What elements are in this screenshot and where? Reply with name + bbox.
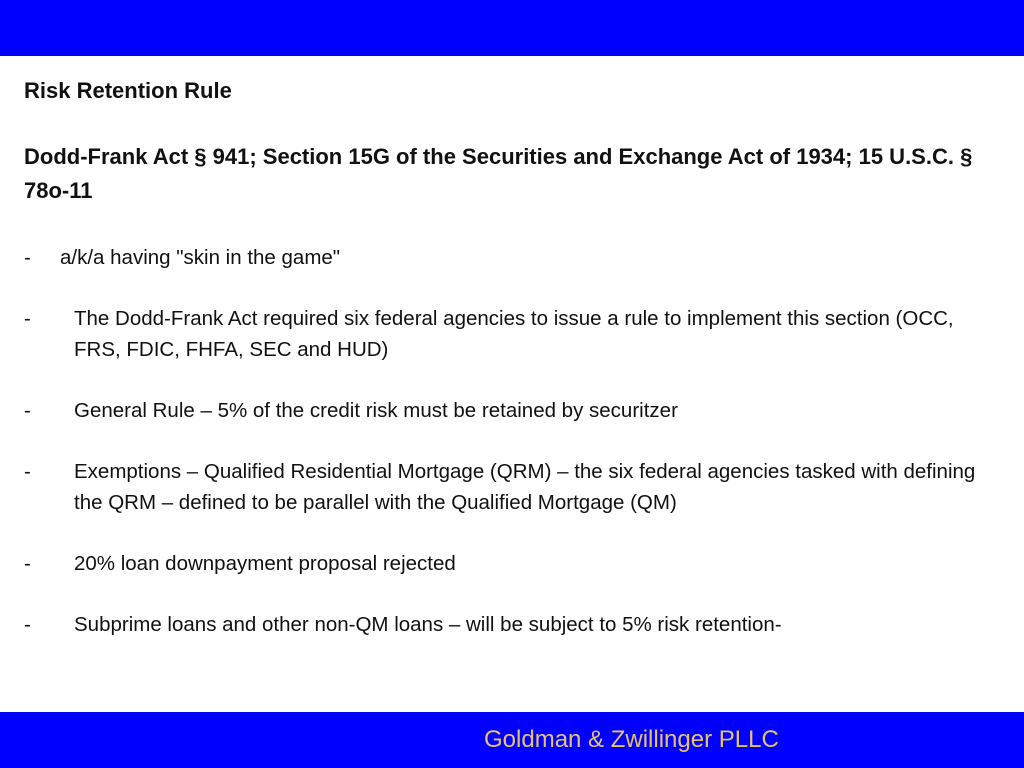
bullet-item — [24, 548, 1000, 579]
bullet-item — [24, 395, 1000, 426]
bullet-dash: - — [24, 246, 31, 269]
slide-content — [24, 74, 1000, 640]
statute-citation: Dodd-Frank Act § 941; Section 15G of the Securities and Exchange Act of 1934; 15 U.S.C. § 78o-11 — [24, 144, 973, 203]
bullet-item — [24, 456, 1000, 518]
bullet-text: 20% loan downpayment proposal rejected — [74, 552, 456, 575]
bullet-dash: - — [24, 552, 31, 575]
bullet-text: Subprime loans and other non-QM loans – will be subject to 5% risk retention- — [74, 613, 782, 636]
bullet-text: Exemptions – Qualified Residential Mortgage (QRM) – the six federal agencies tasked with defining the QRM – defined to be parallel with the Qualified Mortgage (QM) — [74, 460, 976, 514]
bullet-item — [24, 609, 1000, 640]
firm-name: Goldman & Zwillinger PLLC — [484, 726, 779, 753]
bullet-dash: - — [24, 460, 31, 483]
top-banner — [0, 0, 1024, 56]
footer-banner — [0, 712, 1024, 768]
bullet-text: a/k/a having "skin in the game" — [60, 246, 341, 269]
bullet-item — [24, 303, 1000, 365]
bullet-text: General Rule – 5% of the credit risk must be retained by securitzer — [74, 399, 678, 422]
bullet-text: The Dodd-Frank Act required six federal agencies to issue a rule to implement this section (OCC, FRS, FDIC, FHFA, SEC and HUD) — [74, 307, 954, 361]
bullet-dash: - — [24, 613, 31, 636]
slide-title: Risk Retention Rule — [24, 78, 232, 103]
bullet-dash: - — [24, 307, 31, 330]
bullet-item — [24, 242, 1000, 273]
bullet-dash: - — [24, 399, 31, 422]
